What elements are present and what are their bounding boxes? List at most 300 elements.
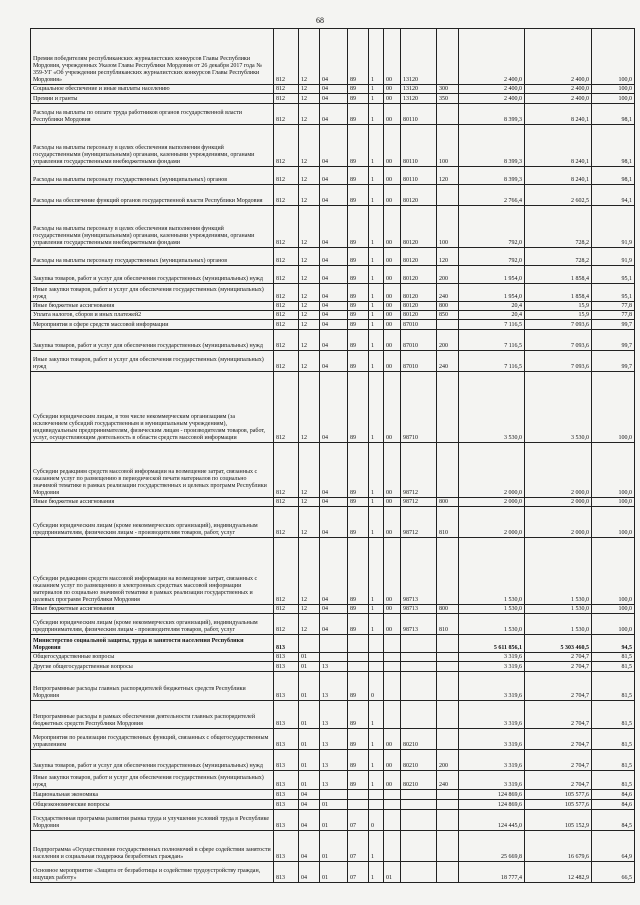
table-row	[31, 750, 635, 771]
subsection-code: 04	[320, 29, 348, 85]
execution-percent: 99,7	[592, 320, 635, 330]
row-name: Непрограммные расходы в рамках обеспечения деятельности главных распорядителей бюджетных средств Республики Мордовия	[31, 701, 274, 729]
actual-amount: 1 858,4	[525, 284, 592, 302]
plan-amount: 3 319,6	[459, 672, 525, 701]
ved-code: 812	[274, 284, 299, 302]
ved-code: 813	[274, 800, 299, 810]
event-code	[384, 701, 401, 729]
section-code: 01	[299, 653, 320, 662]
table-row	[31, 672, 635, 701]
expense-type-code	[437, 862, 459, 883]
plan-amount: 3 319,6	[459, 701, 525, 729]
event-code: 00	[384, 443, 401, 498]
subprogram-code: 1	[369, 701, 384, 729]
event-code	[384, 810, 401, 831]
subprogram-code: 0	[369, 810, 384, 831]
direction-code: 98713	[401, 605, 437, 614]
event-code	[384, 800, 401, 810]
plan-amount: 2 400,0	[459, 29, 525, 85]
direction-code: 80120	[401, 206, 437, 248]
section-code	[299, 635, 320, 653]
section-code: 12	[299, 94, 320, 104]
program-code	[348, 635, 369, 653]
plan-amount: 2 000,0	[459, 498, 525, 507]
section-code: 01	[299, 662, 320, 672]
plan-amount: 1 954,0	[459, 266, 525, 284]
table-row	[31, 302, 635, 311]
program-code: 89	[348, 771, 369, 790]
program-code: 89	[348, 729, 369, 750]
subprogram-code: 1	[369, 330, 384, 351]
ved-code: 813	[274, 653, 299, 662]
execution-percent: 100,0	[592, 538, 635, 605]
actual-amount: 2 000,0	[525, 498, 592, 507]
expense-type-code	[437, 538, 459, 605]
subsection-code: 04	[320, 614, 348, 635]
program-code	[348, 662, 369, 672]
execution-percent: 99,7	[592, 351, 635, 372]
subprogram-code: 1	[369, 750, 384, 771]
actual-amount: 7 093,6	[525, 330, 592, 351]
plan-amount: 3 319,6	[459, 653, 525, 662]
program-code: 89	[348, 248, 369, 266]
expense-type-code	[437, 672, 459, 701]
plan-amount: 2 766,4	[459, 185, 525, 206]
subsection-code: 04	[320, 248, 348, 266]
subsection-code: 04	[320, 320, 348, 330]
program-code: 89	[348, 185, 369, 206]
expense-type-code: 350	[437, 94, 459, 104]
row-name: Подпрограмма «Осуществление государственных полномочий в сфере содействия занятости населения и социальная поддержка безработных граждан»	[31, 831, 274, 862]
plan-amount: 2 000,0	[459, 507, 525, 538]
row-name: Основное мероприятие «Защита от безработицы и содействие трудоустройству граждан, ищущих работу»	[31, 862, 274, 883]
event-code: 00	[384, 185, 401, 206]
ved-code: 812	[274, 330, 299, 351]
row-name: Субсидии юридическим лицам, в том числе некоммерческим организациям (за исключением субсидий государственным и муниципальным учреждениям), индивидуальным предпринимателям, физическим лицам - производителям товаров, работ, услуг, осуществляющим деятельность в области средств массовой информации	[31, 372, 274, 443]
execution-percent: 100,0	[592, 85, 635, 94]
execution-percent: 98,1	[592, 125, 635, 167]
plan-amount: 2 000,0	[459, 443, 525, 498]
budget-table-body	[31, 29, 635, 883]
program-code: 89	[348, 206, 369, 248]
row-name: Мероприятия в сфере средств массовой информации	[31, 320, 274, 330]
ved-code: 812	[274, 206, 299, 248]
actual-amount: 105 577,6	[525, 790, 592, 800]
execution-percent: 84,6	[592, 800, 635, 810]
section-code: 12	[299, 85, 320, 94]
subsection-code: 04	[320, 94, 348, 104]
program-code: 89	[348, 614, 369, 635]
subprogram-code: 1	[369, 29, 384, 85]
subprogram-code	[369, 635, 384, 653]
plan-amount: 3 319,6	[459, 771, 525, 790]
direction-code	[401, 862, 437, 883]
ved-code: 812	[274, 248, 299, 266]
plan-amount: 7 116,5	[459, 351, 525, 372]
event-code: 00	[384, 605, 401, 614]
table-row	[31, 662, 635, 672]
row-name: Расходы на выплаты по оплате труда работников органов государственной власти Республики Мордовия	[31, 104, 274, 125]
event-code: 00	[384, 320, 401, 330]
subsection-code: 13	[320, 771, 348, 790]
row-name: Иные бюджетные ассигнования	[31, 605, 274, 614]
expense-type-code	[437, 790, 459, 800]
section-code: 01	[299, 750, 320, 771]
ved-code: 813	[274, 771, 299, 790]
row-name: Закупка товаров, работ и услуг для обеспечения государственных (муниципальных) нужд	[31, 750, 274, 771]
program-code: 89	[348, 85, 369, 94]
subsection-code	[320, 653, 348, 662]
program-code: 89	[348, 125, 369, 167]
program-code: 89	[348, 167, 369, 185]
program-code: 89	[348, 94, 369, 104]
actual-amount: 7 093,6	[525, 320, 592, 330]
direction-code: 98713	[401, 538, 437, 605]
actual-amount: 2 000,0	[525, 443, 592, 498]
expense-type-code	[437, 831, 459, 862]
execution-percent: 84,6	[592, 790, 635, 800]
direction-code: 80210	[401, 771, 437, 790]
execution-percent: 66,5	[592, 862, 635, 883]
event-code: 00	[384, 125, 401, 167]
execution-percent: 100,0	[592, 94, 635, 104]
expense-type-code	[437, 29, 459, 85]
subsection-code: 01	[320, 810, 348, 831]
section-code: 12	[299, 302, 320, 311]
subprogram-code	[369, 800, 384, 810]
direction-code: 98712	[401, 507, 437, 538]
execution-percent: 77,8	[592, 302, 635, 311]
subsection-code: 04	[320, 104, 348, 125]
expense-type-code	[437, 800, 459, 810]
subsection-code: 04	[320, 538, 348, 605]
table-row	[31, 635, 635, 653]
table-row	[31, 284, 635, 302]
table-row	[31, 330, 635, 351]
program-code	[348, 800, 369, 810]
subprogram-code: 1	[369, 284, 384, 302]
section-code: 12	[299, 167, 320, 185]
table-row	[31, 206, 635, 248]
subprogram-code: 1	[369, 248, 384, 266]
direction-code: 80110	[401, 104, 437, 125]
program-code: 07	[348, 862, 369, 883]
program-code: 07	[348, 810, 369, 831]
table-row	[31, 167, 635, 185]
plan-amount: 124 869,6	[459, 790, 525, 800]
row-name: Непрограммные расходы главных распорядителей бюджетных средств Республики Мордовия	[31, 672, 274, 701]
subsection-code	[320, 790, 348, 800]
subsection-code: 04	[320, 498, 348, 507]
ved-code: 812	[274, 311, 299, 320]
subsection-code: 04	[320, 351, 348, 372]
event-code	[384, 635, 401, 653]
direction-code: 87010	[401, 320, 437, 330]
section-code: 12	[299, 614, 320, 635]
expense-type-code	[437, 185, 459, 206]
ved-code: 813	[274, 810, 299, 831]
ved-code: 812	[274, 94, 299, 104]
event-code	[384, 653, 401, 662]
program-code: 89	[348, 443, 369, 498]
plan-amount: 1 530,0	[459, 605, 525, 614]
expense-type-code: 810	[437, 614, 459, 635]
program-code: 89	[348, 605, 369, 614]
plan-amount: 3 319,6	[459, 662, 525, 672]
actual-amount: 2 602,5	[525, 185, 592, 206]
section-code: 12	[299, 311, 320, 320]
ved-code: 813	[274, 662, 299, 672]
ved-code: 812	[274, 320, 299, 330]
ved-code: 812	[274, 85, 299, 94]
section-code: 12	[299, 266, 320, 284]
expense-type-code: 800	[437, 605, 459, 614]
event-code	[384, 662, 401, 672]
expense-type-code	[437, 729, 459, 750]
program-code	[348, 790, 369, 800]
subsection-code: 04	[320, 372, 348, 443]
section-code: 12	[299, 443, 320, 498]
row-name: Иные бюджетные ассигнования	[31, 498, 274, 507]
table-row	[31, 125, 635, 167]
table-row	[31, 701, 635, 729]
expense-type-code: 200	[437, 750, 459, 771]
ved-code: 813	[274, 862, 299, 883]
execution-percent: 91,9	[592, 206, 635, 248]
subsection-code: 04	[320, 206, 348, 248]
subprogram-code: 1	[369, 94, 384, 104]
plan-amount: 7 116,5	[459, 320, 525, 330]
direction-code	[401, 831, 437, 862]
plan-amount: 2 400,0	[459, 94, 525, 104]
subprogram-code: 1	[369, 605, 384, 614]
subprogram-code: 1	[369, 862, 384, 883]
row-name: Мероприятия по реализации государственных функций, связанных с общегосударственным управлением	[31, 729, 274, 750]
expense-type-code	[437, 662, 459, 672]
direction-code: 80120	[401, 302, 437, 311]
subsection-code: 04	[320, 266, 348, 284]
expense-type-code	[437, 372, 459, 443]
event-code: 00	[384, 372, 401, 443]
ved-code: 813	[274, 750, 299, 771]
expense-type-code: 100	[437, 206, 459, 248]
row-name: Субсидии юридическим лицам (кроме некоммерческих организаций), индивидуальным предпринимателям, физическим лицам - производителям товаров, работ, услуг	[31, 507, 274, 538]
section-code: 12	[299, 372, 320, 443]
event-code: 00	[384, 85, 401, 94]
subprogram-code	[369, 662, 384, 672]
section-code: 12	[299, 29, 320, 85]
direction-code: 80110	[401, 167, 437, 185]
event-code	[384, 672, 401, 701]
plan-amount: 18 777,4	[459, 862, 525, 883]
event-code: 01	[384, 862, 401, 883]
direction-code: 80120	[401, 185, 437, 206]
section-code: 12	[299, 185, 320, 206]
plan-amount: 3 319,6	[459, 750, 525, 771]
direction-code: 13120	[401, 94, 437, 104]
direction-code: 80210	[401, 750, 437, 771]
actual-amount: 2 704,7	[525, 662, 592, 672]
table-row	[31, 729, 635, 750]
execution-percent: 84,5	[592, 810, 635, 831]
expense-type-code: 850	[437, 311, 459, 320]
row-name: Расходы на обеспечение функций органов государственной власти Республики Мордовия	[31, 185, 274, 206]
table-row	[31, 94, 635, 104]
actual-amount: 2 400,0	[525, 29, 592, 85]
page-number: 68	[316, 16, 324, 25]
ved-code: 812	[274, 125, 299, 167]
table-row	[31, 85, 635, 94]
actual-amount: 728,2	[525, 206, 592, 248]
table-row	[31, 29, 635, 85]
row-name: Расходы на выплаты персоналу государственных (муниципальных) органов	[31, 167, 274, 185]
subprogram-code: 1	[369, 206, 384, 248]
table-row	[31, 320, 635, 330]
program-code: 89	[348, 266, 369, 284]
section-code: 04	[299, 831, 320, 862]
section-code: 12	[299, 498, 320, 507]
expense-type-code	[437, 653, 459, 662]
program-code: 07	[348, 831, 369, 862]
section-code: 01	[299, 672, 320, 701]
actual-amount: 2 704,7	[525, 672, 592, 701]
table-row	[31, 810, 635, 831]
direction-code	[401, 800, 437, 810]
event-code: 00	[384, 284, 401, 302]
table-row	[31, 862, 635, 883]
subsection-code: 01	[320, 800, 348, 810]
actual-amount: 15,9	[525, 302, 592, 311]
section-code: 12	[299, 206, 320, 248]
event-code: 00	[384, 538, 401, 605]
table-row	[31, 248, 635, 266]
ved-code: 812	[274, 104, 299, 125]
program-code: 89	[348, 330, 369, 351]
actual-amount: 1 530,0	[525, 614, 592, 635]
expense-type-code: 240	[437, 351, 459, 372]
subprogram-code: 1	[369, 104, 384, 125]
actual-amount: 2 704,7	[525, 701, 592, 729]
subprogram-code	[369, 790, 384, 800]
execution-percent: 95,1	[592, 284, 635, 302]
direction-code	[401, 662, 437, 672]
subprogram-code: 1	[369, 771, 384, 790]
program-code: 89	[348, 29, 369, 85]
ved-code: 812	[274, 351, 299, 372]
subprogram-code	[369, 653, 384, 662]
subprogram-code: 1	[369, 351, 384, 372]
program-code	[348, 653, 369, 662]
plan-amount: 8 399,3	[459, 167, 525, 185]
row-name: Расходы на выплаты персоналу в целях обеспечения выполнения функций государственными (муниципальными) органами, казенными учреждениями, органами управления государственными внебюджетными фондами	[31, 125, 274, 167]
budget-table	[30, 28, 635, 883]
subsection-code: 04	[320, 185, 348, 206]
ved-code: 813	[274, 672, 299, 701]
table-row	[31, 443, 635, 498]
plan-amount: 5 611 856,1	[459, 635, 525, 653]
plan-amount: 25 669,8	[459, 831, 525, 862]
ved-code: 812	[274, 614, 299, 635]
table-row	[31, 614, 635, 635]
row-name: Премия победителям республиканских журналистских конкурсов Главы Республики Мордовия, учрежденных Указом Главы Республики Мордовия от 26 декабря 2017 года № 359-УГ «Об учреждении республиканских журналистских конкурсов Главы Республики Мордовия»	[31, 29, 274, 85]
row-name: Иные бюджетные ассигнования	[31, 302, 274, 311]
table-row	[31, 653, 635, 662]
subsection-code: 04	[320, 284, 348, 302]
execution-percent: 81,5	[592, 672, 635, 701]
subprogram-code: 1	[369, 185, 384, 206]
subsection-code: 01	[320, 831, 348, 862]
event-code: 00	[384, 750, 401, 771]
event-code: 00	[384, 266, 401, 284]
event-code: 00	[384, 729, 401, 750]
section-code: 04	[299, 810, 320, 831]
execution-percent: 64,9	[592, 831, 635, 862]
subsection-code: 04	[320, 85, 348, 94]
subsection-code: 13	[320, 672, 348, 701]
table-row	[31, 538, 635, 605]
row-name: Другие общегосударственные вопросы	[31, 662, 274, 672]
actual-amount: 16 679,6	[525, 831, 592, 862]
expense-type-code: 810	[437, 507, 459, 538]
ved-code: 812	[274, 372, 299, 443]
subsection-code: 04	[320, 302, 348, 311]
actual-amount: 1 530,0	[525, 538, 592, 605]
event-code: 00	[384, 206, 401, 248]
row-name: Общегосударственные вопросы	[31, 653, 274, 662]
subsection-code: 04	[320, 167, 348, 185]
program-code: 89	[348, 498, 369, 507]
event-code: 00	[384, 167, 401, 185]
subprogram-code: 1	[369, 311, 384, 320]
section-code: 12	[299, 284, 320, 302]
row-name: Закупка товаров, работ и услуг для обеспечения государственных (муниципальных) нужд	[31, 266, 274, 284]
plan-amount: 1 530,0	[459, 538, 525, 605]
expense-type-code: 240	[437, 284, 459, 302]
subsection-code: 04	[320, 605, 348, 614]
event-code: 00	[384, 311, 401, 320]
actual-amount: 12 482,9	[525, 862, 592, 883]
subprogram-code: 1	[369, 85, 384, 94]
subprogram-code: 1	[369, 729, 384, 750]
actual-amount: 7 093,6	[525, 351, 592, 372]
execution-percent: 81,5	[592, 662, 635, 672]
ved-code: 812	[274, 443, 299, 498]
plan-amount: 7 116,5	[459, 330, 525, 351]
section-code: 01	[299, 701, 320, 729]
subprogram-code: 1	[369, 372, 384, 443]
ved-code: 812	[274, 29, 299, 85]
subprogram-code: 1	[369, 507, 384, 538]
event-code: 00	[384, 351, 401, 372]
ved-code: 812	[274, 507, 299, 538]
direction-code	[401, 635, 437, 653]
subsection-code: 01	[320, 862, 348, 883]
plan-amount: 792,0	[459, 206, 525, 248]
table-row	[31, 266, 635, 284]
row-name: Иные закупки товаров, работ и услуг для обеспечения государственных (муниципальных) нужд	[31, 771, 274, 790]
direction-code: 80120	[401, 248, 437, 266]
plan-amount: 8 399,3	[459, 125, 525, 167]
actual-amount: 1 530,0	[525, 605, 592, 614]
event-code: 00	[384, 614, 401, 635]
ved-code: 813	[274, 635, 299, 653]
event-code: 00	[384, 94, 401, 104]
section-code: 12	[299, 320, 320, 330]
program-code: 89	[348, 284, 369, 302]
expense-type-code	[437, 701, 459, 729]
row-name: Субсидии редакциям средств массовой информации на возмещение затрат, связанных с оказанием услуг по размещению в периодической печати материалов по социально значимой тематике в рамках реализации государственных и целевых программ Республики Мордовия	[31, 443, 274, 498]
expense-type-code: 100	[437, 125, 459, 167]
